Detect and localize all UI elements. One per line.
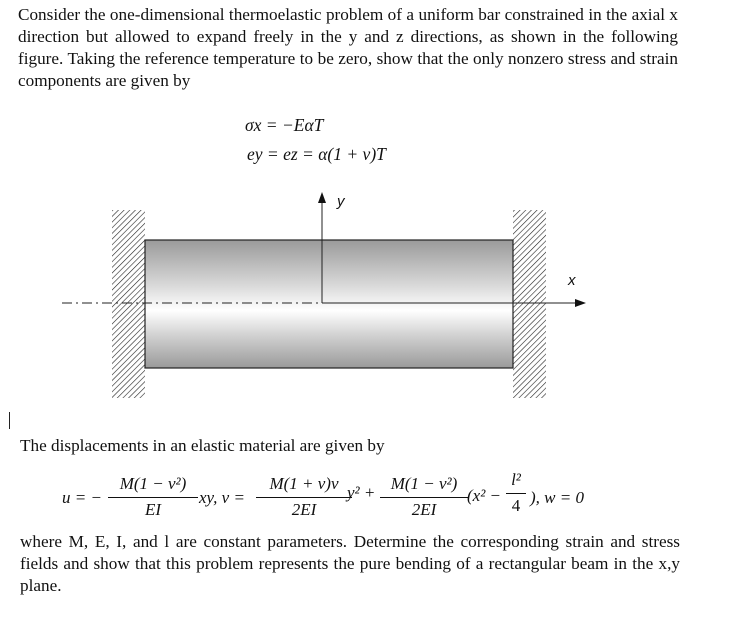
x-axis-label: x bbox=[568, 272, 576, 289]
v2-tail: (x² − bbox=[467, 486, 502, 505]
l-fraction-bar bbox=[506, 493, 526, 494]
l-numerator: l² bbox=[511, 470, 521, 489]
v1-fraction bbox=[256, 474, 352, 520]
l-fraction bbox=[506, 470, 526, 516]
l-denominator: 4 bbox=[511, 496, 521, 515]
y-axis-label: y bbox=[337, 193, 345, 210]
displacement-intro: The displacements in an elastic material are given by bbox=[20, 436, 385, 455]
equation-stress-x-text: σx = −EαT bbox=[245, 115, 324, 135]
closing-paragraph: where M, E, I, and l are constant parameters. Determine the corresponding strain and stress fields and show that this problem represents the pure bending of a rectangular beam in the x,y plane. bbox=[20, 532, 680, 595]
v1-denominator: 2EI bbox=[291, 500, 317, 519]
x-axis-arrow bbox=[575, 299, 586, 307]
u-fraction-bar bbox=[108, 497, 198, 498]
v2-denominator: 2EI bbox=[411, 500, 437, 519]
v1-fraction-bar bbox=[256, 497, 352, 498]
u-tail: xy, v = bbox=[199, 488, 245, 507]
problem-paragraph-1: Consider the one-dimensional thermoelastic problem of a uniform bar constrained in the axial x direction but allowed to expand freely in the y and z directions, as shown in the following figure. Taking the reference temperature to be zero, show that the only nonzero stress and strain components are given by bbox=[18, 5, 678, 90]
u-lhs: u = − bbox=[62, 488, 102, 507]
equation-strain-yz-text: ey = ez = α(1 + ν)T bbox=[247, 144, 386, 164]
y-axis-arrow bbox=[318, 192, 326, 203]
left-wall bbox=[112, 210, 145, 398]
bar-body bbox=[145, 240, 513, 368]
v1-tail: y² + bbox=[347, 483, 376, 502]
u-denominator: EI bbox=[144, 500, 162, 519]
w-tail: ), w = 0 bbox=[530, 488, 584, 507]
v2-fraction-bar bbox=[380, 497, 468, 498]
v2-numerator: M(1 − ν²) bbox=[390, 474, 458, 493]
v1-numerator: M(1 + ν)ν bbox=[269, 474, 339, 493]
u-numerator: M(1 − ν²) bbox=[119, 474, 187, 493]
u-fraction bbox=[108, 474, 198, 520]
text-cursor bbox=[9, 412, 10, 429]
right-wall bbox=[513, 210, 546, 398]
v2-fraction bbox=[380, 474, 468, 520]
